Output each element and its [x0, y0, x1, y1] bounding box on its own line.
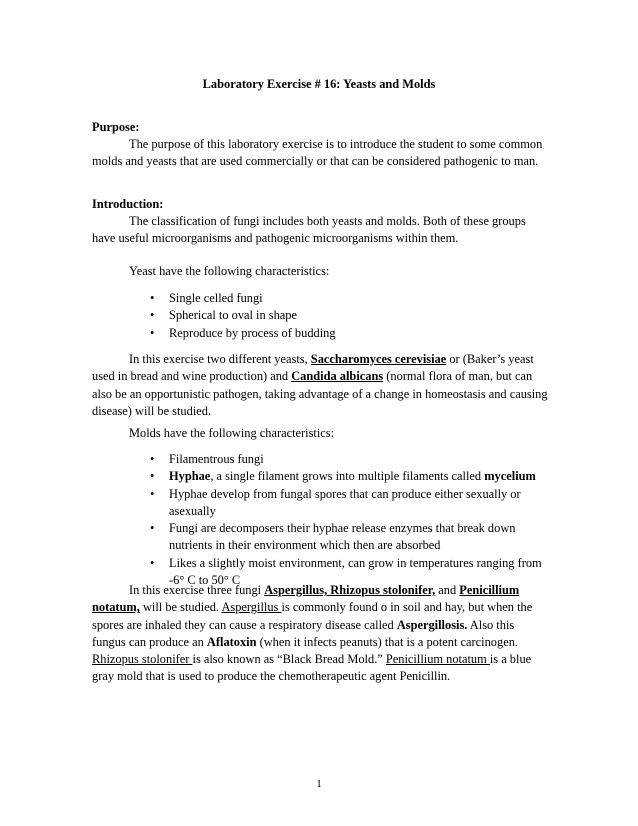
mold-characteristics-list: [150, 451, 550, 589]
text-run: In this exercise two different yeasts,: [129, 352, 311, 366]
text-run: (when it infects peanuts) that is a potent carcinogen.: [256, 634, 518, 649]
list-item: • Filamentrous fungi: [150, 451, 550, 468]
text-run: Also this fungus can produce an: [92, 617, 515, 649]
yeast-species-paragraph: [92, 351, 548, 420]
introduction-heading: Introduction:: [92, 197, 164, 211]
species-penicillium: Penicillium notatum,: [92, 583, 520, 615]
text-run: is also known as “Black Bread Mold.”: [192, 652, 386, 667]
text-run: , a single filament grows into multiple filaments called: [210, 469, 485, 484]
list-item: • Likes a slightly moist environment, can grow in temperatures ranging from -6° C to 50° C: [150, 555, 550, 590]
yeast-characteristics-list: [150, 290, 550, 342]
list-item: [150, 468, 550, 485]
species-candida: Candida albicans: [291, 369, 384, 384]
term-aspergillosis: Aspergillosis.: [396, 617, 468, 632]
text-run: and: [435, 583, 460, 597]
page-title: Laboratory Exercise # 16: Yeasts and Molds: [202, 77, 436, 91]
text-run: is a blue gray mold that is used to produce the chemotherapeutic agent Penicillin.: [92, 652, 532, 684]
text-run: will be studied.: [139, 600, 222, 615]
species-aspergillus-rhizopus: Aspergillus, Rhizopus stolonifer,: [264, 583, 436, 597]
list-item: • Hyphae develop from fungal spores that can produce either sexually or asexually: [150, 486, 550, 521]
term-aflatoxin: Aflatoxin: [206, 634, 257, 649]
term-hyphae: Hyphae: [169, 469, 211, 484]
text-run: or (Baker’s yeast used in bread and wine production) and: [92, 352, 534, 384]
page-number: 1: [316, 778, 322, 790]
purpose-heading: Purpose:: [92, 120, 140, 134]
mold-species-paragraph: [92, 582, 548, 686]
purpose-paragraph: The purpose of this laboratory exercise is to introduce the student to some common molds and yeasts that are used commercially or that can be considered pathogenic to man.: [92, 137, 543, 169]
list-item: • Reproduce by process of budding: [150, 325, 550, 342]
yeast-characteristics-lead: Yeast have the following characteristics:: [129, 264, 330, 278]
species-rhizopus-ref: Rhizopus stolonifer: [92, 652, 193, 667]
term-mycelium: mycelium: [484, 469, 536, 484]
species-aspergillus-ref: Aspergillus: [221, 600, 282, 615]
text-run: is commonly found o in soil and hay, but when the spores are inhaled they can cause a respiratory disease called: [92, 600, 533, 632]
species-penicillium-ref: Penicillium notatum: [385, 652, 490, 667]
text-run: In this exercise three fungi: [129, 583, 265, 597]
list-item: • Fungi are decomposers their hyphae release enzymes that break down nutrients in their environment which then are absorbed: [150, 520, 550, 555]
introduction-paragraph: The classification of fungi includes both yeasts and molds. Both of these groups have useful microorganisms and pathogenic microorganisms within them.: [92, 214, 526, 246]
text-run: (normal flora of man, but can also be an opportunistic pathogen, taking advantage of a change in homeostasis and causing disease) will be studied.: [92, 369, 548, 418]
list-item: • Single celled fungi: [150, 290, 550, 307]
mold-characteristics-lead: Molds have the following characteristics:: [129, 426, 335, 440]
species-saccharomyces: Saccharomyces cerevisiae: [310, 352, 447, 366]
list-item: • Spherical to oval in shape: [150, 307, 550, 324]
